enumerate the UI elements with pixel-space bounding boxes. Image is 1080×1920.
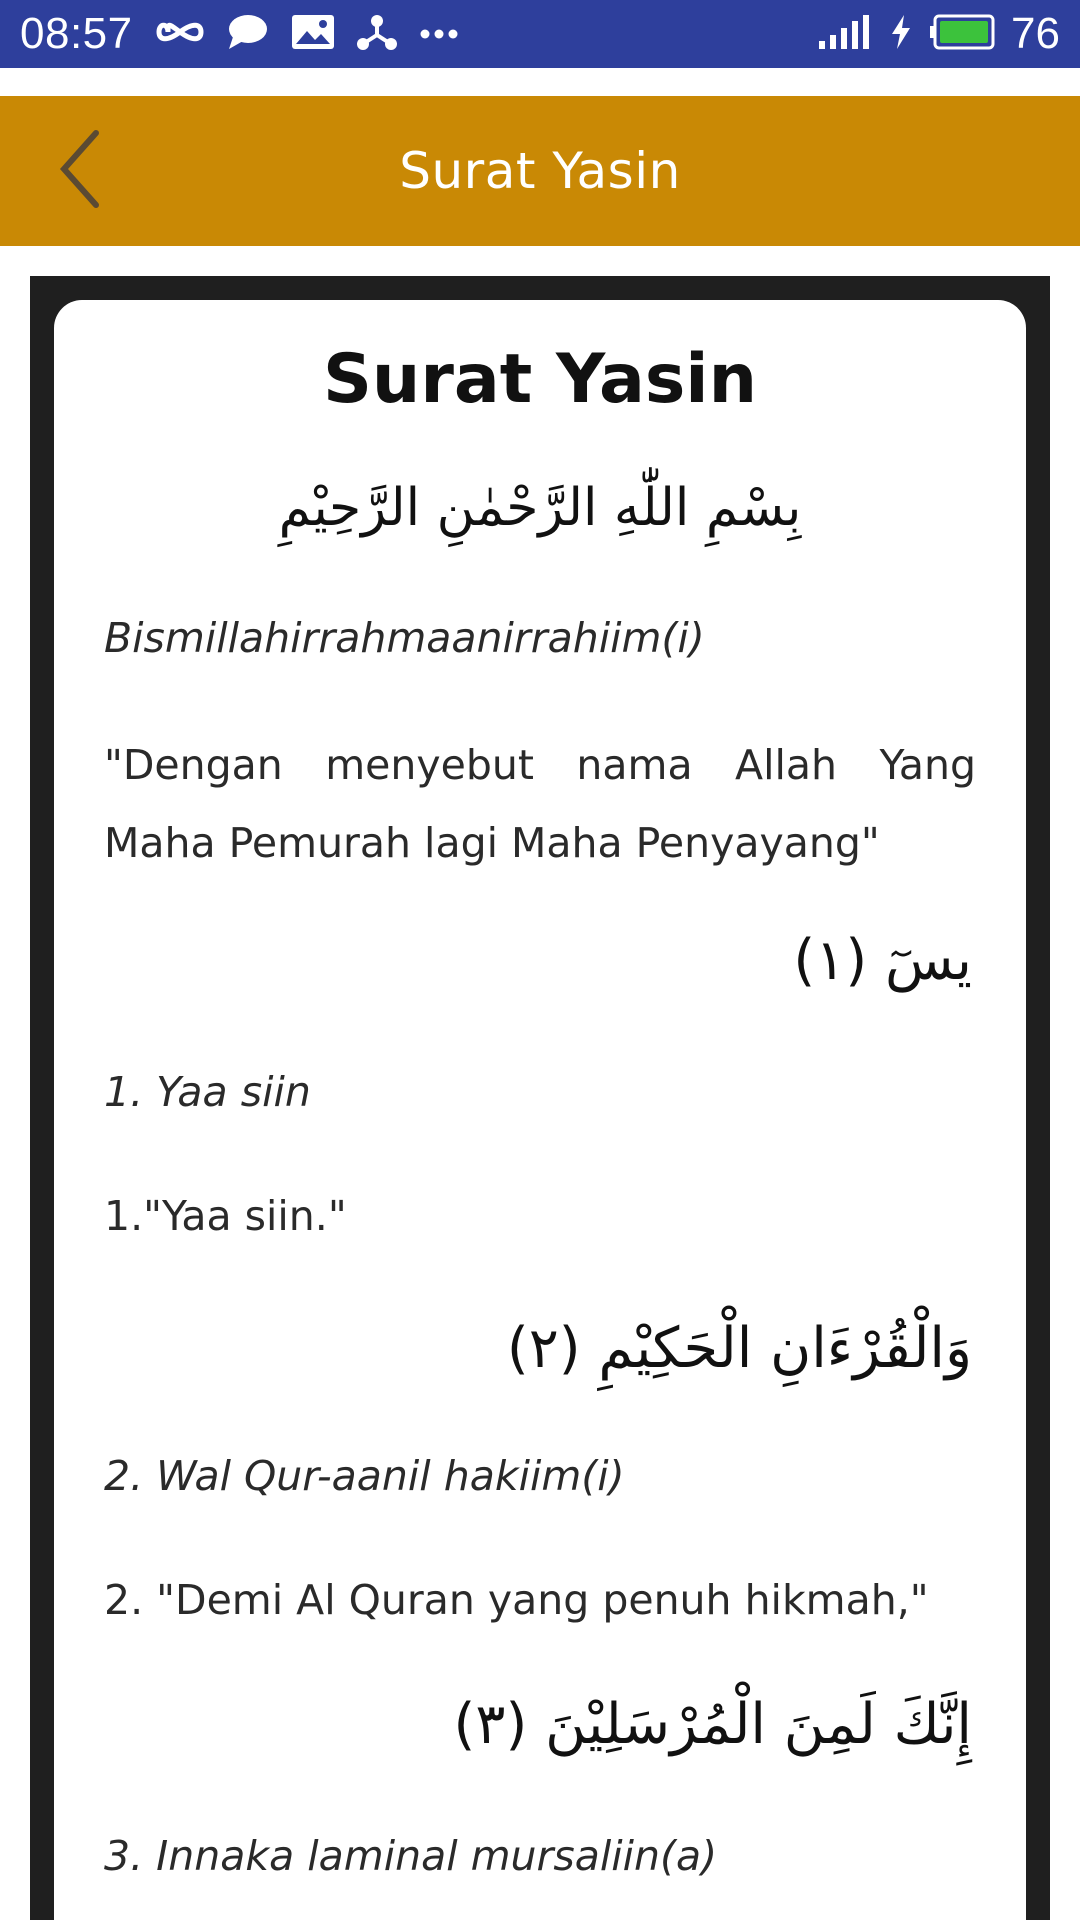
verse-3-latin: 3. Innaka laminal mursaliin(a) [104,1832,718,1880]
basmala-translation: "Dengan menyebut nama Allah Yang Maha Pemurah lagi Maha Penyayang" [104,741,976,867]
charging-bolt-icon [889,14,913,54]
status-time: 08:57 [20,9,133,58]
signal-icon [817,14,873,54]
system-icons [817,9,1060,59]
image-icon [291,14,335,54]
back-button[interactable] [46,126,116,216]
chevron-left-icon [56,127,106,215]
verse-2-translation: 2. "Demi Al Quran yang penuh hikmah," [104,1576,929,1624]
verse-1-latin: 1. Yaa siin [104,1068,311,1116]
verse-3-arabic: إِنَّكَ لَمِنَ الْمُرْسَلِيْنَ (٣) [453,1692,972,1757]
battery-percent: 76 [1011,9,1060,58]
share-icon [357,13,397,55]
battery-icon [929,14,995,54]
verse-1-translation: 1."Yaa siin." [104,1192,347,1240]
notification-icons [155,13,459,55]
app-bar [0,96,1080,246]
app-bar-title: Surat Yasin [399,142,681,200]
status-gap [0,68,1080,96]
basmala-latin: Bismillahirrahmaanirrahiim(i) [104,614,705,662]
basmala-arabic: بِسْمِ اللّٰهِ الرَّحْمٰنِ الرَّحِيْمِ [278,478,802,538]
more-dots-icon [419,25,459,44]
verse-1-arabic: يسٓ (١) [793,928,972,993]
surah-title: Surat Yasin [322,340,758,419]
verse-2-latin: 2. Wal Qur-aanil hakiim(i) [104,1452,625,1500]
verse-2-arabic: وَالْقُرْءَانِ الْحَكِيْمِ (٢) [506,1316,972,1381]
infinity-icon [155,17,205,51]
chat-bubble-icon [227,13,269,55]
status-bar [0,0,1080,68]
